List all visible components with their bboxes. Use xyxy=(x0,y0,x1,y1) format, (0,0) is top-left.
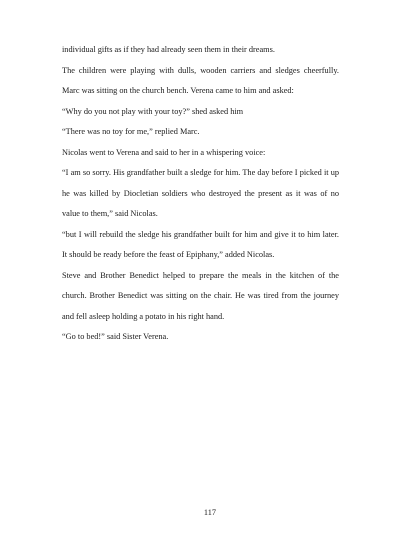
paragraph: The children were playing with dulls, wooden carriers and sledges cheerfully. Marc was sitting on the church bench. Verena came to him and asked: xyxy=(62,65,339,95)
paragraph: “Why do you not play with your toy?” shed asked him xyxy=(62,106,244,116)
paragraph: “Go to bed!” said Sister Verena. xyxy=(62,332,169,341)
paragraph: “but I will rebuild the sledge his grandfather built for him and give it to him later. It should be ready before the feast of Epiphany,” added Nicolas. xyxy=(62,229,339,259)
paragraph: individual gifts as if they had already seen them in their dreams. xyxy=(62,45,275,54)
body-text xyxy=(62,40,339,348)
page-number: 117 xyxy=(203,508,217,517)
paragraph: Nicolas went to Verena and said to her in a whispering voice: xyxy=(62,147,266,157)
paragraph: Steve and Brother Benedict helped to prepare the meals in the kitchen of the church. Brother Benedict was sitting on the chair. He was tired from the journey and fell asleep holding a potato in his right hand. xyxy=(62,270,339,321)
paragraph: “I am so sorry. His grandfather built a sledge for him. The day before I picked it up he was killed by Diocletian soldiers who destroyed the present as it was of no value to them,” said Nicolas. xyxy=(62,168,339,218)
paragraph: “There was no toy for me,” replied Marc. xyxy=(62,127,200,136)
